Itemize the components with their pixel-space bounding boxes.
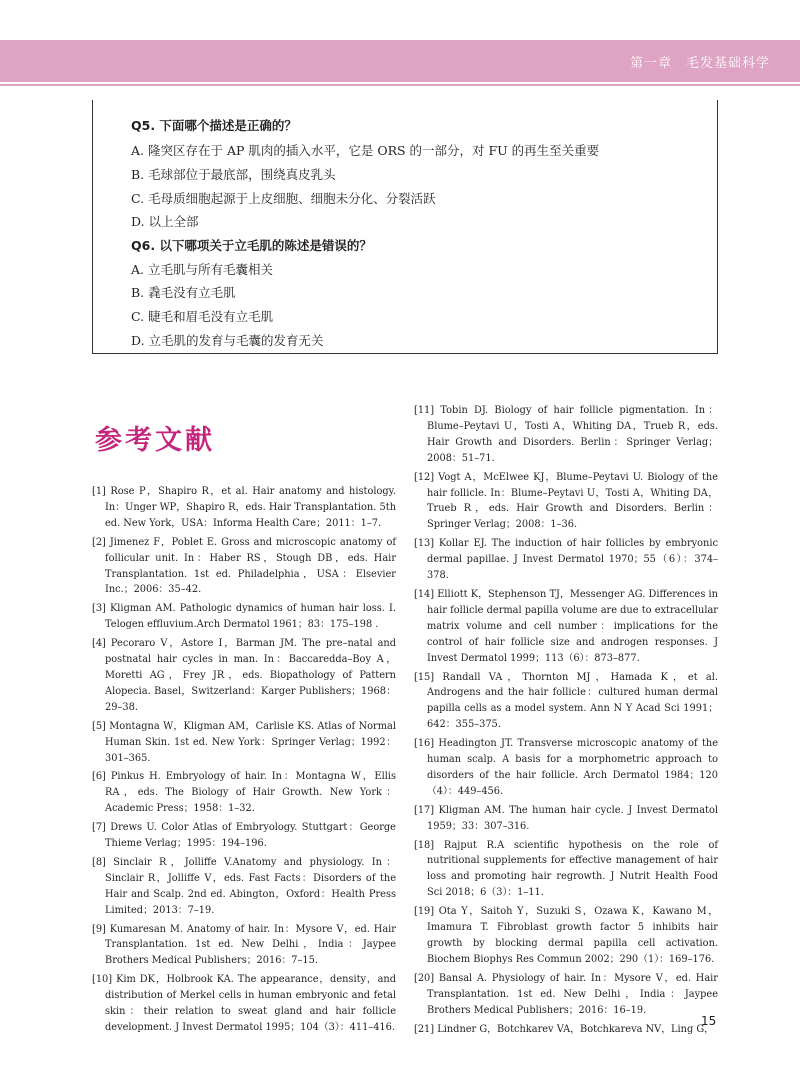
reference-item: [1] Rose P，Shapiro R，et al. Hair anatomy and histology. In：Unger WP，Shapiro R，eds. Hair Transplantation. 5th ed. New York，USA：Informa Health Care；2011：1–7. [92,486,396,529]
reference-item: [6] Pinkus H. Embryology of hair. In：Montagna W，Ellis RA，eds. The Biology of Hair Growth. New York：Academic Press；1958：1–32. [92,771,396,815]
references-left-column [92,484,396,1039]
reference-item: [16] Headington JT. Transverse microscopic anatomy of the human scalp. A basis for a morphometric approach to disorders of the hair follicle. Arch Dermatol 1984；120（4）：449–456. [414,738,718,797]
question-q5-option-b: B. 毛球部位于最底部，围绕真皮乳头 [131,167,336,182]
question-box [92,100,718,354]
reference-item: [20] Bansal A. Physiology of hair. In：Mysore V，ed. Hair Transplantation. 1st ed. New Delhi，India：Jaypee Brothers Medical Publishers；2016：16–19. [414,972,718,1016]
reference-item: [14] Elliott K，Stephenson TJ，Messenger AG. Differences in hair follicle dermal papilla volume are due to extracellular matrix volume and cell number：implications for the control of hair follicle size and androgen responses. J Invest Dermatol 1999；113（6）：873–877. [414,588,718,664]
reference-item: [10] Kim DK，Holbrook KA. The appearance，density，and distribution of Merkel cells in human embryonic and fetal skin：their relation to sweat gland and hair follicle development. J Invest Dermatol 1995；104（3）：411–416. [92,974,396,1033]
reference-item: [9] Kumaresan M. Anatomy of hair. In：Mysore V，ed. Hair Transplantation. 1st ed. New Delhi，India：Jaypee Brothers Medical Publishers；2016：7–15. [92,923,396,967]
question-q5-title: Q5. 下面哪个描述是正确的？ [131,118,297,133]
reference-item: [2] Jimenez F，Poblet E. Gross and microscopic anatomy of follicular unit. In：Haber RS，Stough DB，eds. Hair Transplantation. 1st ed. Philadelphia，USA：Elsevier Inc.；2006：35–42. [92,536,396,596]
chapter-title: 第一章 毛发基础科学 [629,56,770,71]
reference-item: [8] Sinclair R，Jolliffe V.Anatomy and physiology. In：Sinclair R，Jolliffe V，eds. Fast Facts：Disorders of the Hair and Scalp. 2nd ed. Abington，Oxford：Health Press Limited；2013：7–19. [92,856,396,916]
reference-item: [17] Kligman AM. The human hair cycle. J Invest Dermatol 1959；33：307–316. [414,804,718,832]
page-number: 15 [701,1014,717,1028]
reference-item: [18] Rajput R.A scientific hypothesis on the role of nutritional supplements for effective management of hair loss and promoting hair regrowth. J Nutrit Health Food Sci 2018；6（3）：1–11. [414,839,718,899]
reference-item: [19] Ota Y，Saitoh Y，Suzuki S，Ozawa K，Kawano M，Imamura T. Fibroblast growth factor 5 inhibits hair growth by blocking dermal papilla cell activation. Biochem Biophys Res Commun 2002；290（1）：169–176. [414,906,718,965]
question-q5-option-a: A. 隆突区存在于 AP 肌肉的插入水平，它是 ORS 的一部分，对 FU 的再生至关重要 [131,143,600,158]
question-q5-option-c: C. 毛母质细胞起源于上皮细胞、细胞未分化、分裂活跃 [131,191,436,206]
question-q6-option-a: A. 立毛肌与所有毛囊相关 [131,262,273,277]
reference-item: [3] Kligman AM. Pathologic dynamics of human hair loss. I. Telogen effluvium.Arch Dermatol 1961；83：175–198 . [92,603,396,631]
reference-item: [15] Randall VA，Thornton MJ，Hamada K，et al. Androgens and the hair follicle：cultured human dermal papilla cells as a model system. Ann N Y Acad Sci 1991；642：355–375. [414,671,718,731]
references-heading: 参考文献 [95,425,215,456]
header-divider [0,84,800,86]
reference-item: [12] Vogt A，McElwee KJ，Blume–Peytavi U. Biology of the hair follicle. In：Blume–Peytavi U，Tosti A，Whiting DA，Trueb R，eds. Hair Growth and Disorders. Berlin：Springer Verlag；2008：1–36. [414,471,718,531]
reference-item: [4] Pecoraro V，Astore I，Barman JM. The pre–natal and postnatal hair cycles in man. In：Baccaredda–Boy A，Moretti AG，Frey JR，eds. Biopathology of Pattern Alopecia. Basel，Switzerland：Karger Publishers；1968：29–38. [92,638,396,713]
question-q6-option-d: D. 立毛肌的发育与毛囊的发育无关 [131,333,324,348]
question-q6-title: Q6. 以下哪项关于立毛肌的陈述是错误的？ [131,238,372,253]
references-right-column [414,403,718,1040]
reference-item: [11] Tobin DJ. Biology of hair follicle pigmentation. In：Blume–Peytavi U，Tosti A，Whiting DA，Trueb R，eds. Hair Growth and Disorders. Berlin：Springer Verlag；2008：51–71. [414,405,718,464]
reference-item: [5] Montagna W，Kligman AM，Carlisle KS. Atlas of Normal Human Skin. 1st ed. New York：Springer Verlag；1992：301–365. [92,720,396,764]
reference-item: [13] Kollar EJ. The induction of hair follicles by embryonic dermal papillae. J Invest Dermatol 1970；55（6）：374–378. [414,538,718,582]
question-q6-option-b: B. 毳毛没有立毛肌 [131,285,236,300]
question-q6-option-c: C. 睫毛和眉毛没有立毛肌 [131,309,274,324]
question-q5-option-d: D. 以上全部 [131,214,199,229]
reference-item: [21] Lindner G，Botchkarev VA，Botchkareva NV，Ling G， [414,1023,714,1035]
reference-item: [7] Drews U. Color Atlas of Embryology. Stuttgart：George Thieme Verlag；1995：194–196. [92,822,396,850]
